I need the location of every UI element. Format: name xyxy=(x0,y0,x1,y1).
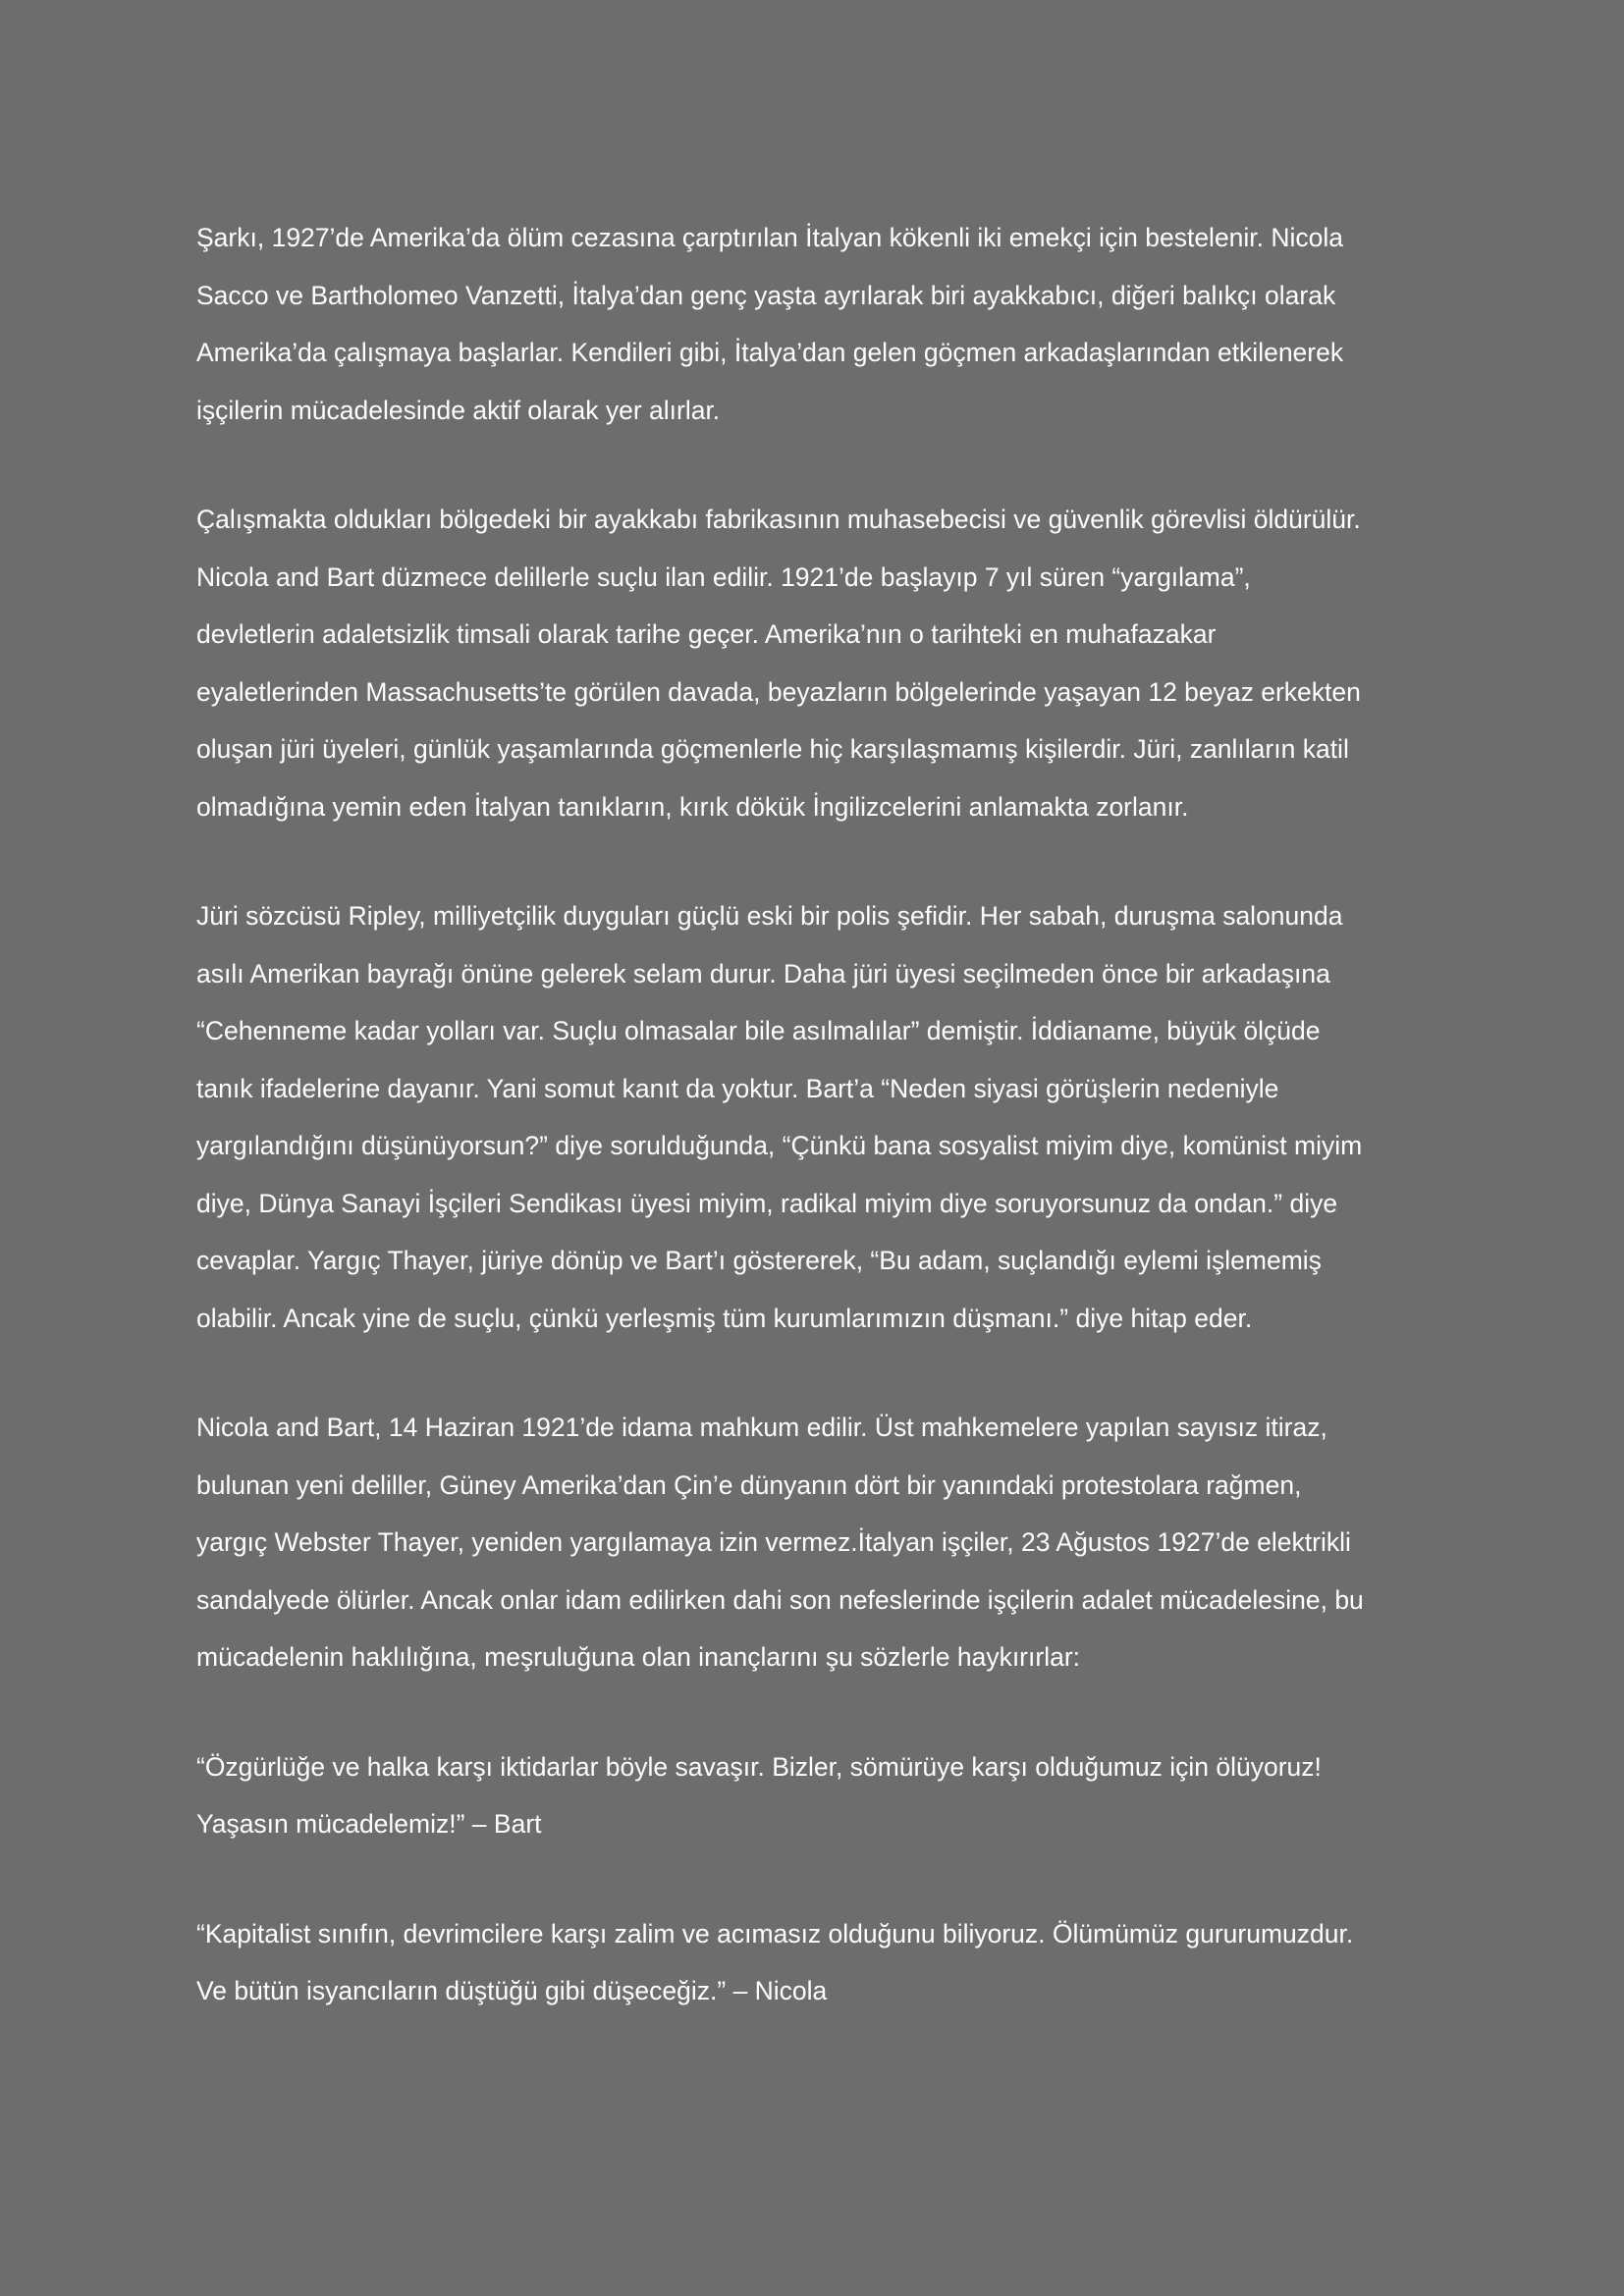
text-line: bulunan yeni deliller, Güney Amerika’dan Çin’e dünyanın dört bir yanındaki protestolara rağmen, xyxy=(196,1469,1302,1500)
text-line: “Kapitalist sınıfın, devrimcilere karşı zalim ve acımasız olduğunu biliyoruz. Ölümümüz gururumuzdur. xyxy=(196,1918,1354,1949)
text-line: Amerika’da çalışmaya başlarlar. Kendileri gibi, İtalya’dan gelen göçmen arkadaşlarından etkilenerek xyxy=(196,338,1344,367)
text-line: Çalışmakta oldukları bölgedeki bir ayakkabı fabrikasının muhasebecisi ve güvenlik görevlisi öldürülür. xyxy=(196,505,1361,534)
text-line: yargıç Webster Thayer, yeniden yargılamaya izin vermez.İtalyan işçiler, 23 Ağustos 1927’de elektrikli xyxy=(196,1527,1351,1557)
quote-bart xyxy=(196,1738,1473,1853)
text-line: Ve bütün isyancıların düştüğü gibi düşeceğiz.” – Nicola xyxy=(196,1976,828,2005)
text-line: Yaşasın mücadelemiz!” – Bart xyxy=(196,1809,542,1839)
text-line: tanık ifadelerine dayanır. Yani somut kanıt da yoktur. Bart’a “Neden siyasi görüşlerin nedeniyle xyxy=(196,1073,1279,1103)
paragraph-trial xyxy=(196,491,1473,835)
text-line: sandalyede ölürler. Ancak onlar idam edilirken dahi son nefeslerinde işçilerin adalet mücadelesine, bu xyxy=(196,1584,1364,1615)
text-line: Nicola and Bart düzmece delillerle suçlu ilan edilir. 1921’de başlayıp 7 yıl süren “yargılama”, xyxy=(196,561,1251,592)
text-line: asılı Amerikan bayrağı önüne gelerek selam durur. Daha jüri üyesi seçilmeden önce bir arkadaşına xyxy=(196,958,1330,988)
text-line: oluşan jüri üyeleri, günlük yaşamlarında göçmenlerle hiç karşılaşmamış kişilerdir. Jüri, zanlıların katil xyxy=(196,734,1349,764)
document-page xyxy=(196,209,1473,2020)
text-line: cevaplar. Yargıç Thayer, jüriye dönüp ve Bart’ı göstererek, “Bu adam, suçlandığı eylemi işlememiş xyxy=(196,1246,1322,1275)
quote-nicola xyxy=(196,1905,1473,2020)
text-line: olmadığına yemin eden İtalyan tanıkların, kırık dökük İngilizcelerini anlamakta zorlanır. xyxy=(196,791,1189,822)
paragraph-song-origin xyxy=(196,209,1473,439)
paragraph-sentence xyxy=(196,1399,1473,1686)
text-line: olabilir. Ancak yine de suçlu, çünkü yerleşmiş tüm kurumlarımızın düşmanı.” diye hitap eder. xyxy=(196,1303,1253,1333)
text-line: Nicola and Bart, 14 Haziran 1921’de idama mahkum edilir. Üst mahkemelere yapılan sayısız itiraz, xyxy=(196,1413,1327,1442)
text-line: “Özgürlüğe ve halka karşı iktidarlar böyle savaşır. Bizler, sömürüye karşı olduğumuz için ölüyoruz! xyxy=(196,1751,1322,1782)
text-line: devletlerin adaletsizlik timsali olarak tarihe geçer. Amerika’nın o tarihteki en muhafazakar xyxy=(196,619,1217,649)
text-line: diye, Dünya Sanayi İşçileri Sendikası üyesi miyim, radikal miyim diye soruyorsunuz da ondan.” diye xyxy=(196,1188,1338,1218)
text-line: Şarkı, 1927’de Amerika’da ölüm cezasına çarptırılan İtalyan kökenli iki emekçi için bestelenir. Nicola xyxy=(196,223,1344,252)
text-line: Sacco ve Bartholomeo Vanzetti, İtalya’dan genç yaşta ayrılarak biri ayakkabıcı, diğeri balıkçı olarak xyxy=(196,280,1336,310)
text-line: eyaletlerinden Massachusetts’te görülen davada, beyazların bölgelerinde yaşayan 12 beyaz erkekten xyxy=(196,676,1361,707)
text-line: “Cehenneme kadar yolları var. Suçlu olmasalar bile asılmalılar” demiştir. İddianame, büyük ölçüde xyxy=(196,1016,1321,1045)
text-line: işçilerin mücadelesinde aktif olarak yer alırlar. xyxy=(196,395,721,425)
text-line: Jüri sözcüsü Ripley, milliyetçilik duyguları güçlü eski bir polis şefidir. Her sabah, duruşma salonunda xyxy=(196,901,1343,931)
text-line: yargılandığını düşünüyorsun?” diye sorulduğunda, “Çünkü bana sosyalist miyim diye, komünist miyim xyxy=(196,1131,1363,1160)
paragraph-jury xyxy=(196,887,1473,1347)
text-line: mücadelenin haklılığına, meşruluğuna olan inançlarını şu sözlerle haykırırlar: xyxy=(196,1642,1081,1672)
